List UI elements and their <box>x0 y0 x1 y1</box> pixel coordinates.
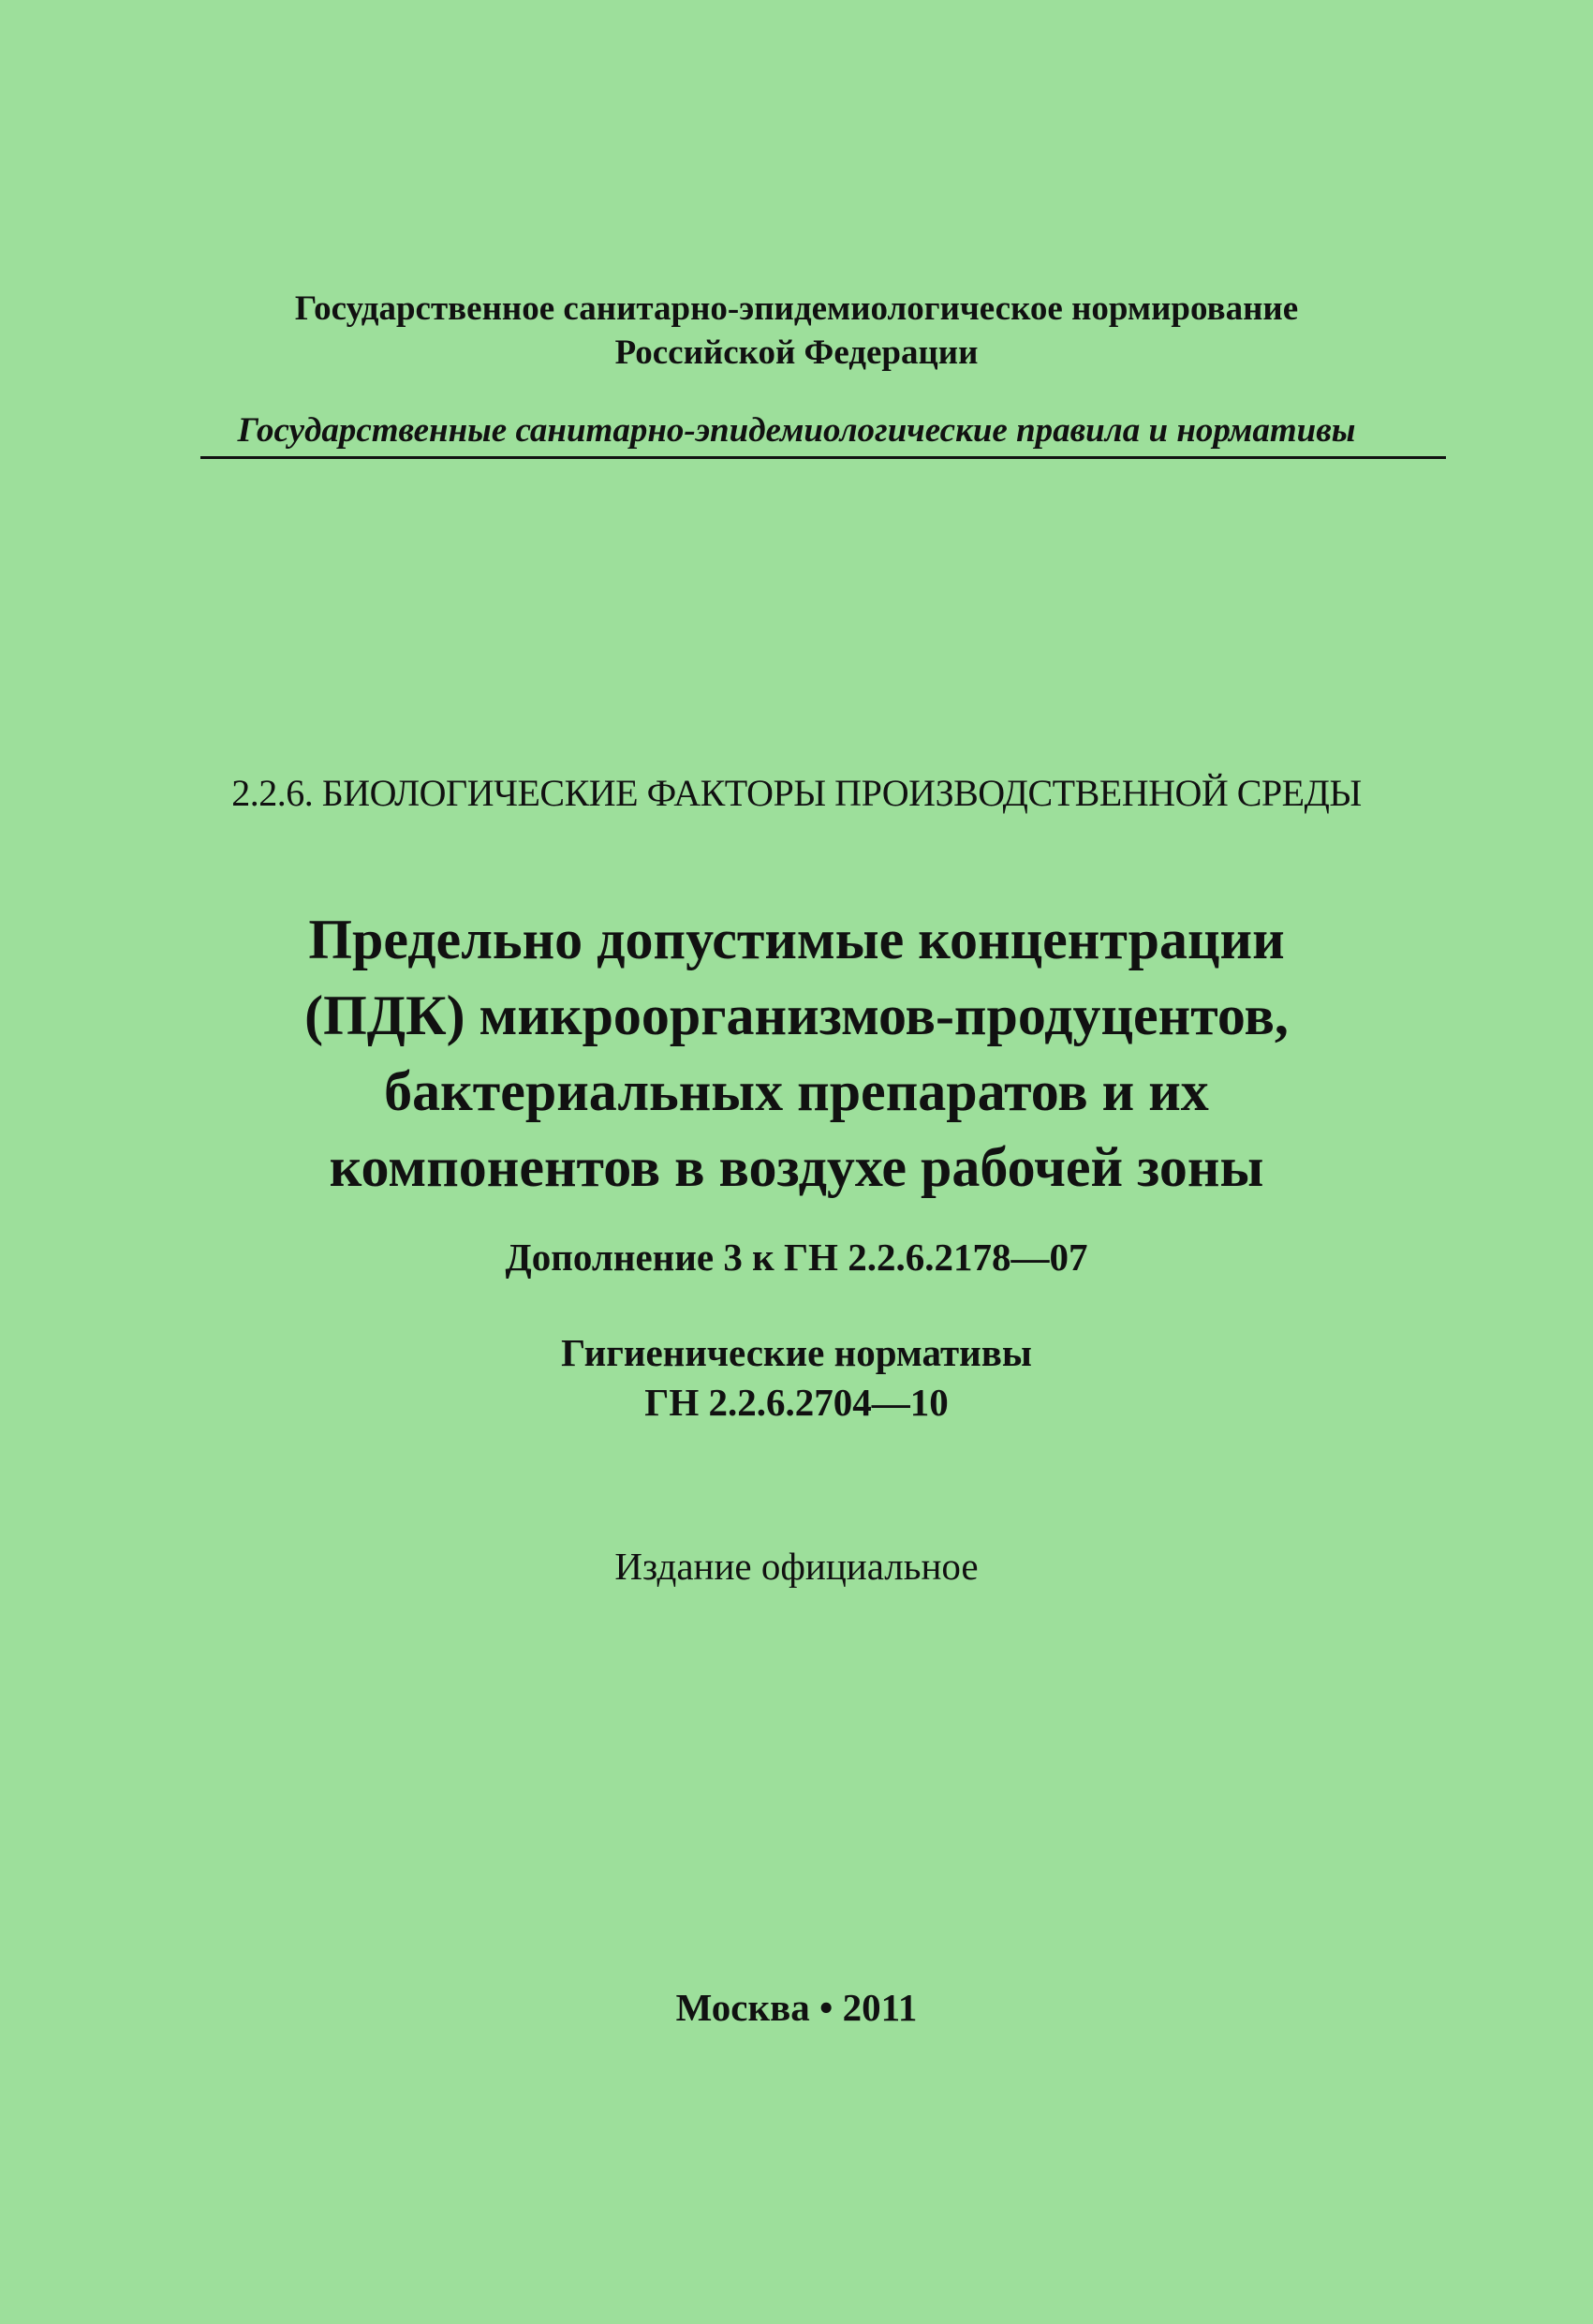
norm-number: ГН 2.2.6.2704—10 <box>644 1381 949 1424</box>
document-title-line-1: Предельно допустимые концентрации <box>308 909 1285 970</box>
document-title-line-4: компонентов в воздухе рабочей зоны <box>329 1136 1264 1198</box>
supplement-note: Дополнение 3 к ГН 2.2.6.2178—07 <box>505 1236 1088 1279</box>
norm-type: Гигиенические нормативы <box>561 1331 1032 1374</box>
issuer-line-1: Государственное санитарно-эпидемиологическое нормирование <box>294 289 1299 328</box>
issuer-line-2: Российской Федерации <box>614 333 979 372</box>
series-title: Государственные санитарно-эпидемиологические правила и нормативы <box>237 411 1356 450</box>
document-title-line-3: бактериальных препаратов и их <box>384 1060 1209 1122</box>
series-underline <box>200 456 1446 459</box>
section-heading: 2.2.6. БИОЛОГИЧЕСКИЕ ФАКТОРЫ ПРОИЗВОДСТВЕННОЙ СРЕДЫ <box>231 772 1362 814</box>
edition-label: Издание официальное <box>614 1545 979 1588</box>
imprint-city-year: Москва • 2011 <box>675 1986 918 2029</box>
document-title-line-2: (ПДК) микроорганизмов-продуцентов, <box>304 984 1289 1046</box>
